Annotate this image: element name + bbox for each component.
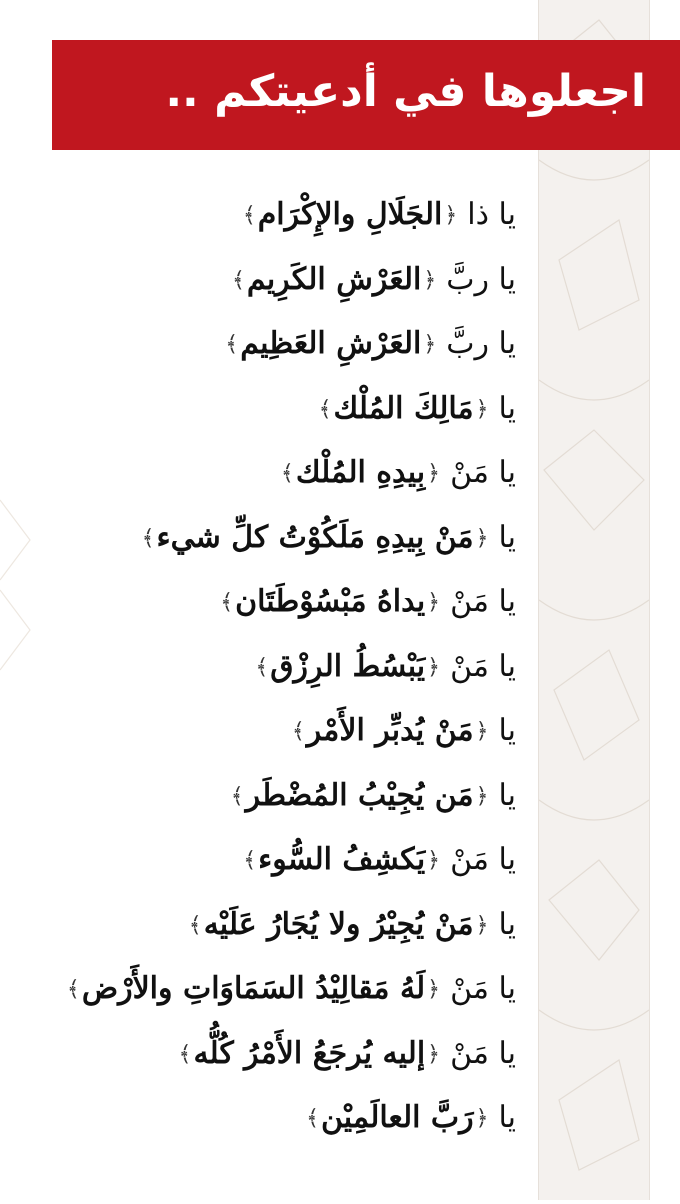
ornate-bracket-close-icon: ﴾ <box>188 912 202 938</box>
ornate-bracket-open-icon: ﴿ <box>475 396 489 422</box>
supplication-phrase: العَرْشِ الكَرِيم <box>246 261 422 297</box>
supplication-prefix: يا مَنْ <box>450 1035 516 1071</box>
ornate-bracket-close-icon: ﴾ <box>280 461 294 486</box>
ornate-bracket-open-icon: ﴿ <box>444 203 458 228</box>
supplication-line <box>16 384 516 449</box>
ornate-bracket-open-icon: ﴿ <box>427 461 441 486</box>
ornate-bracket-open-icon: ﴿ <box>423 267 437 293</box>
ornate-bracket-open-icon: ﴿ <box>423 332 437 357</box>
ornate-bracket-close-icon: ﴾ <box>141 525 155 551</box>
supplication-line <box>16 1093 516 1158</box>
geometric-pattern-icon <box>539 0 649 1200</box>
supplication-phrase: مَنْ بِيدِهِ مَلَكُوْتُ كلِّ شيء <box>156 519 474 555</box>
ornate-bracket-close-icon: ﴾ <box>231 267 245 293</box>
supplication-line <box>16 190 516 255</box>
supplication-phrase: يَبْسُطُ الرِزْق <box>270 648 426 684</box>
supplication-line <box>16 771 516 836</box>
supplication-prefix: يا <box>498 519 516 555</box>
supplication-line <box>16 900 516 965</box>
supplication-list <box>16 190 516 1158</box>
supplication-line <box>16 964 516 1029</box>
supplication-line <box>16 577 516 642</box>
supplication-phrase: إليه يُرجَعُ الأَمْرُ كُلُّه <box>193 1035 426 1071</box>
supplication-line <box>16 1029 516 1094</box>
supplication-phrase: لَهُ مَقالِيْدُ السَمَاوَاتِ والأَرْض <box>81 971 426 1006</box>
supplication-prefix: يا <box>498 1100 516 1135</box>
ornate-bracket-close-icon: ﴾ <box>225 332 239 357</box>
ornate-bracket-open-icon: ﴿ <box>427 848 441 873</box>
supplication-prefix: يا <box>498 906 516 942</box>
supplication-prefix: يا مَنْ <box>450 455 516 490</box>
ornate-bracket-close-icon: ﴾ <box>220 590 234 615</box>
ornate-bracket-open-icon: ﴿ <box>475 525 489 551</box>
supplication-phrase: مَنْ يُجِيْرُ ولا يُجَارُ عَلَيْه <box>203 906 474 942</box>
supplication-prefix: يا <box>498 713 516 748</box>
ornate-bracket-open-icon: ﴿ <box>475 912 489 938</box>
supplication-phrase: الجَلَالِ والإِكْرَام <box>257 197 443 232</box>
decorative-side-panel <box>538 0 650 1200</box>
ornate-bracket-close-icon: ﴾ <box>318 396 332 422</box>
supplication-prefix: يا مَنْ <box>450 971 516 1006</box>
supplication-prefix: يا <box>498 390 516 426</box>
ornate-bracket-close-icon: ﴾ <box>66 977 80 1002</box>
ornate-bracket-close-icon: ﴾ <box>178 1041 192 1067</box>
supplication-prefix: يا <box>498 777 516 813</box>
header-banner <box>52 40 680 150</box>
supplication-line <box>16 448 516 513</box>
page-title: اجعلوها في أدعيتكم .. <box>165 66 646 117</box>
supplication-phrase: بِيدِهِ المُلْك <box>295 455 426 490</box>
ornate-bracket-close-icon: ﴾ <box>291 719 305 744</box>
supplication-prefix: يا مَنْ <box>450 842 516 877</box>
ornate-bracket-open-icon: ﴿ <box>475 1106 489 1131</box>
supplication-phrase: مَن يُجِيْبُ المُضْطَر <box>245 777 474 813</box>
supplication-phrase: رَبَّ العالَمِيْن <box>320 1100 474 1135</box>
supplication-prefix: يا مَنْ <box>450 584 516 619</box>
supplication-line <box>16 706 516 771</box>
supplication-line <box>16 835 516 900</box>
supplication-phrase: يداهُ مَبْسُوْطَتَان <box>235 584 426 619</box>
ornate-bracket-open-icon: ﴿ <box>475 783 489 809</box>
supplication-prefix: يا ذا <box>467 197 516 232</box>
ornate-bracket-open-icon: ﴿ <box>427 1041 441 1067</box>
supplication-phrase: مَنْ يُدبِّر الأَمْر <box>306 713 474 748</box>
supplication-phrase: العَرْشِ العَظِيم <box>240 326 422 361</box>
ornate-bracket-close-icon: ﴾ <box>243 848 257 873</box>
supplication-prefix: يا ربَّ <box>446 261 516 297</box>
supplication-prefix: يا مَنْ <box>450 648 516 684</box>
ornate-bracket-close-icon: ﴾ <box>306 1106 319 1131</box>
ornate-bracket-close-icon: ﴾ <box>230 783 244 809</box>
supplication-line <box>16 513 516 578</box>
ornate-bracket-open-icon: ﴿ <box>427 654 441 680</box>
ornate-bracket-open-icon: ﴿ <box>427 977 441 1002</box>
ornate-bracket-close-icon: ﴾ <box>255 654 269 680</box>
ornate-bracket-open-icon: ﴿ <box>475 719 489 744</box>
supplication-line <box>16 319 516 384</box>
ornate-bracket-open-icon: ﴿ <box>427 590 441 615</box>
supplication-line <box>16 642 516 707</box>
ornate-bracket-close-icon: ﴾ <box>242 203 256 228</box>
supplication-phrase: مَالِكَ المُلْك <box>333 390 474 426</box>
supplication-phrase: يَكشِفُ السُّوء <box>258 842 426 877</box>
supplication-prefix: يا ربَّ <box>446 326 516 361</box>
supplication-line <box>16 255 516 320</box>
